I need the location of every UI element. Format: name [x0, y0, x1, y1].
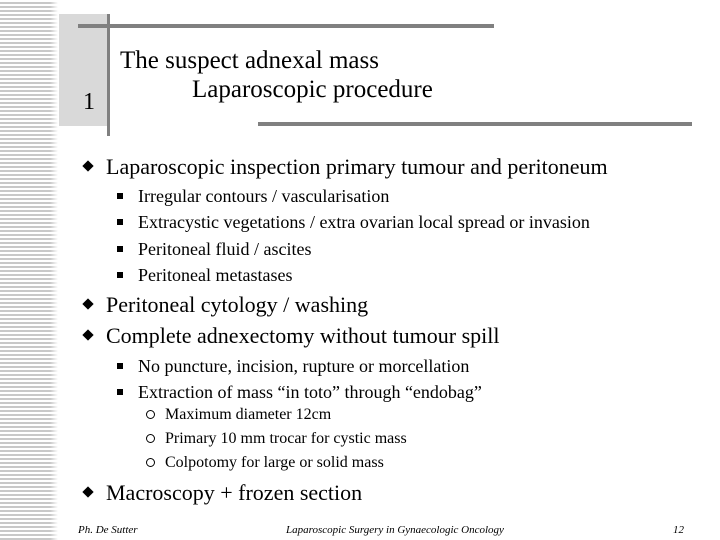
sub-sub-bullet-colpotomy: Colpotomy for large or solid mass: [165, 454, 384, 471]
circle-bullet-icon: [146, 434, 155, 443]
bullet-macroscopy: Macroscopy + frozen section: [106, 480, 363, 505]
circle-bullet-icon: [146, 458, 155, 467]
bullet-adnexectomy: Complete adnexectomy without tumour spill: [106, 323, 500, 348]
circle-bullet-icon: [146, 410, 155, 419]
square-bullet-icon: [117, 272, 123, 278]
square-bullet-icon: [117, 246, 123, 252]
diamond-bullet-icon: [82, 329, 93, 340]
slide-title: [120, 46, 540, 104]
diamond-bullet-icon: [82, 160, 93, 171]
square-bullet-icon: [117, 219, 123, 225]
footer-course: Laparoscopic Surgery in Gynaecologic Oncology: [286, 524, 504, 536]
slide-section-number: 1: [83, 89, 95, 115]
bullet-cytology: Peritoneal cytology / washing: [106, 292, 369, 317]
sub-sub-bullet-trocar: Primary 10 mm trocar for cystic mass: [165, 430, 407, 447]
slide-title-line-1: The suspect adnexal mass: [120, 47, 379, 74]
slide-title-line-2: Laparoscopic procedure: [192, 76, 433, 103]
square-bullet-icon: [117, 193, 123, 199]
sub-bullet-extraction: Extraction of mass “in toto” through “endobag”: [138, 382, 482, 402]
left-stripe-decoration: [0, 0, 58, 540]
sub-bullet-vegetations: Extracystic vegetations / extra ovarian local spread or invasion: [138, 212, 590, 232]
diamond-bullet-icon: [82, 298, 93, 309]
square-bullet-icon: [117, 363, 123, 369]
sub-bullet-metastases: Peritoneal metastases: [138, 265, 293, 285]
footer-page-number: 12: [673, 524, 684, 536]
sub-bullet-no-puncture: No puncture, incision, rupture or morcellation: [138, 356, 470, 376]
bullet-inspection: Laparoscopic inspection primary tumour and peritoneum: [106, 154, 608, 179]
title-top-rule: [78, 24, 494, 28]
diamond-bullet-icon: [82, 486, 93, 497]
sub-sub-bullet-diameter: Maximum diameter 12cm: [165, 406, 332, 423]
sub-bullet-contours: Irregular contours / vascularisation: [138, 186, 390, 206]
footer-author: Ph. De Sutter: [78, 524, 138, 536]
title-bottom-rule: [258, 122, 692, 126]
square-bullet-icon: [117, 389, 123, 395]
title-vertical-rule: [107, 14, 110, 136]
sub-bullet-fluid: Peritoneal fluid / ascites: [138, 239, 312, 259]
